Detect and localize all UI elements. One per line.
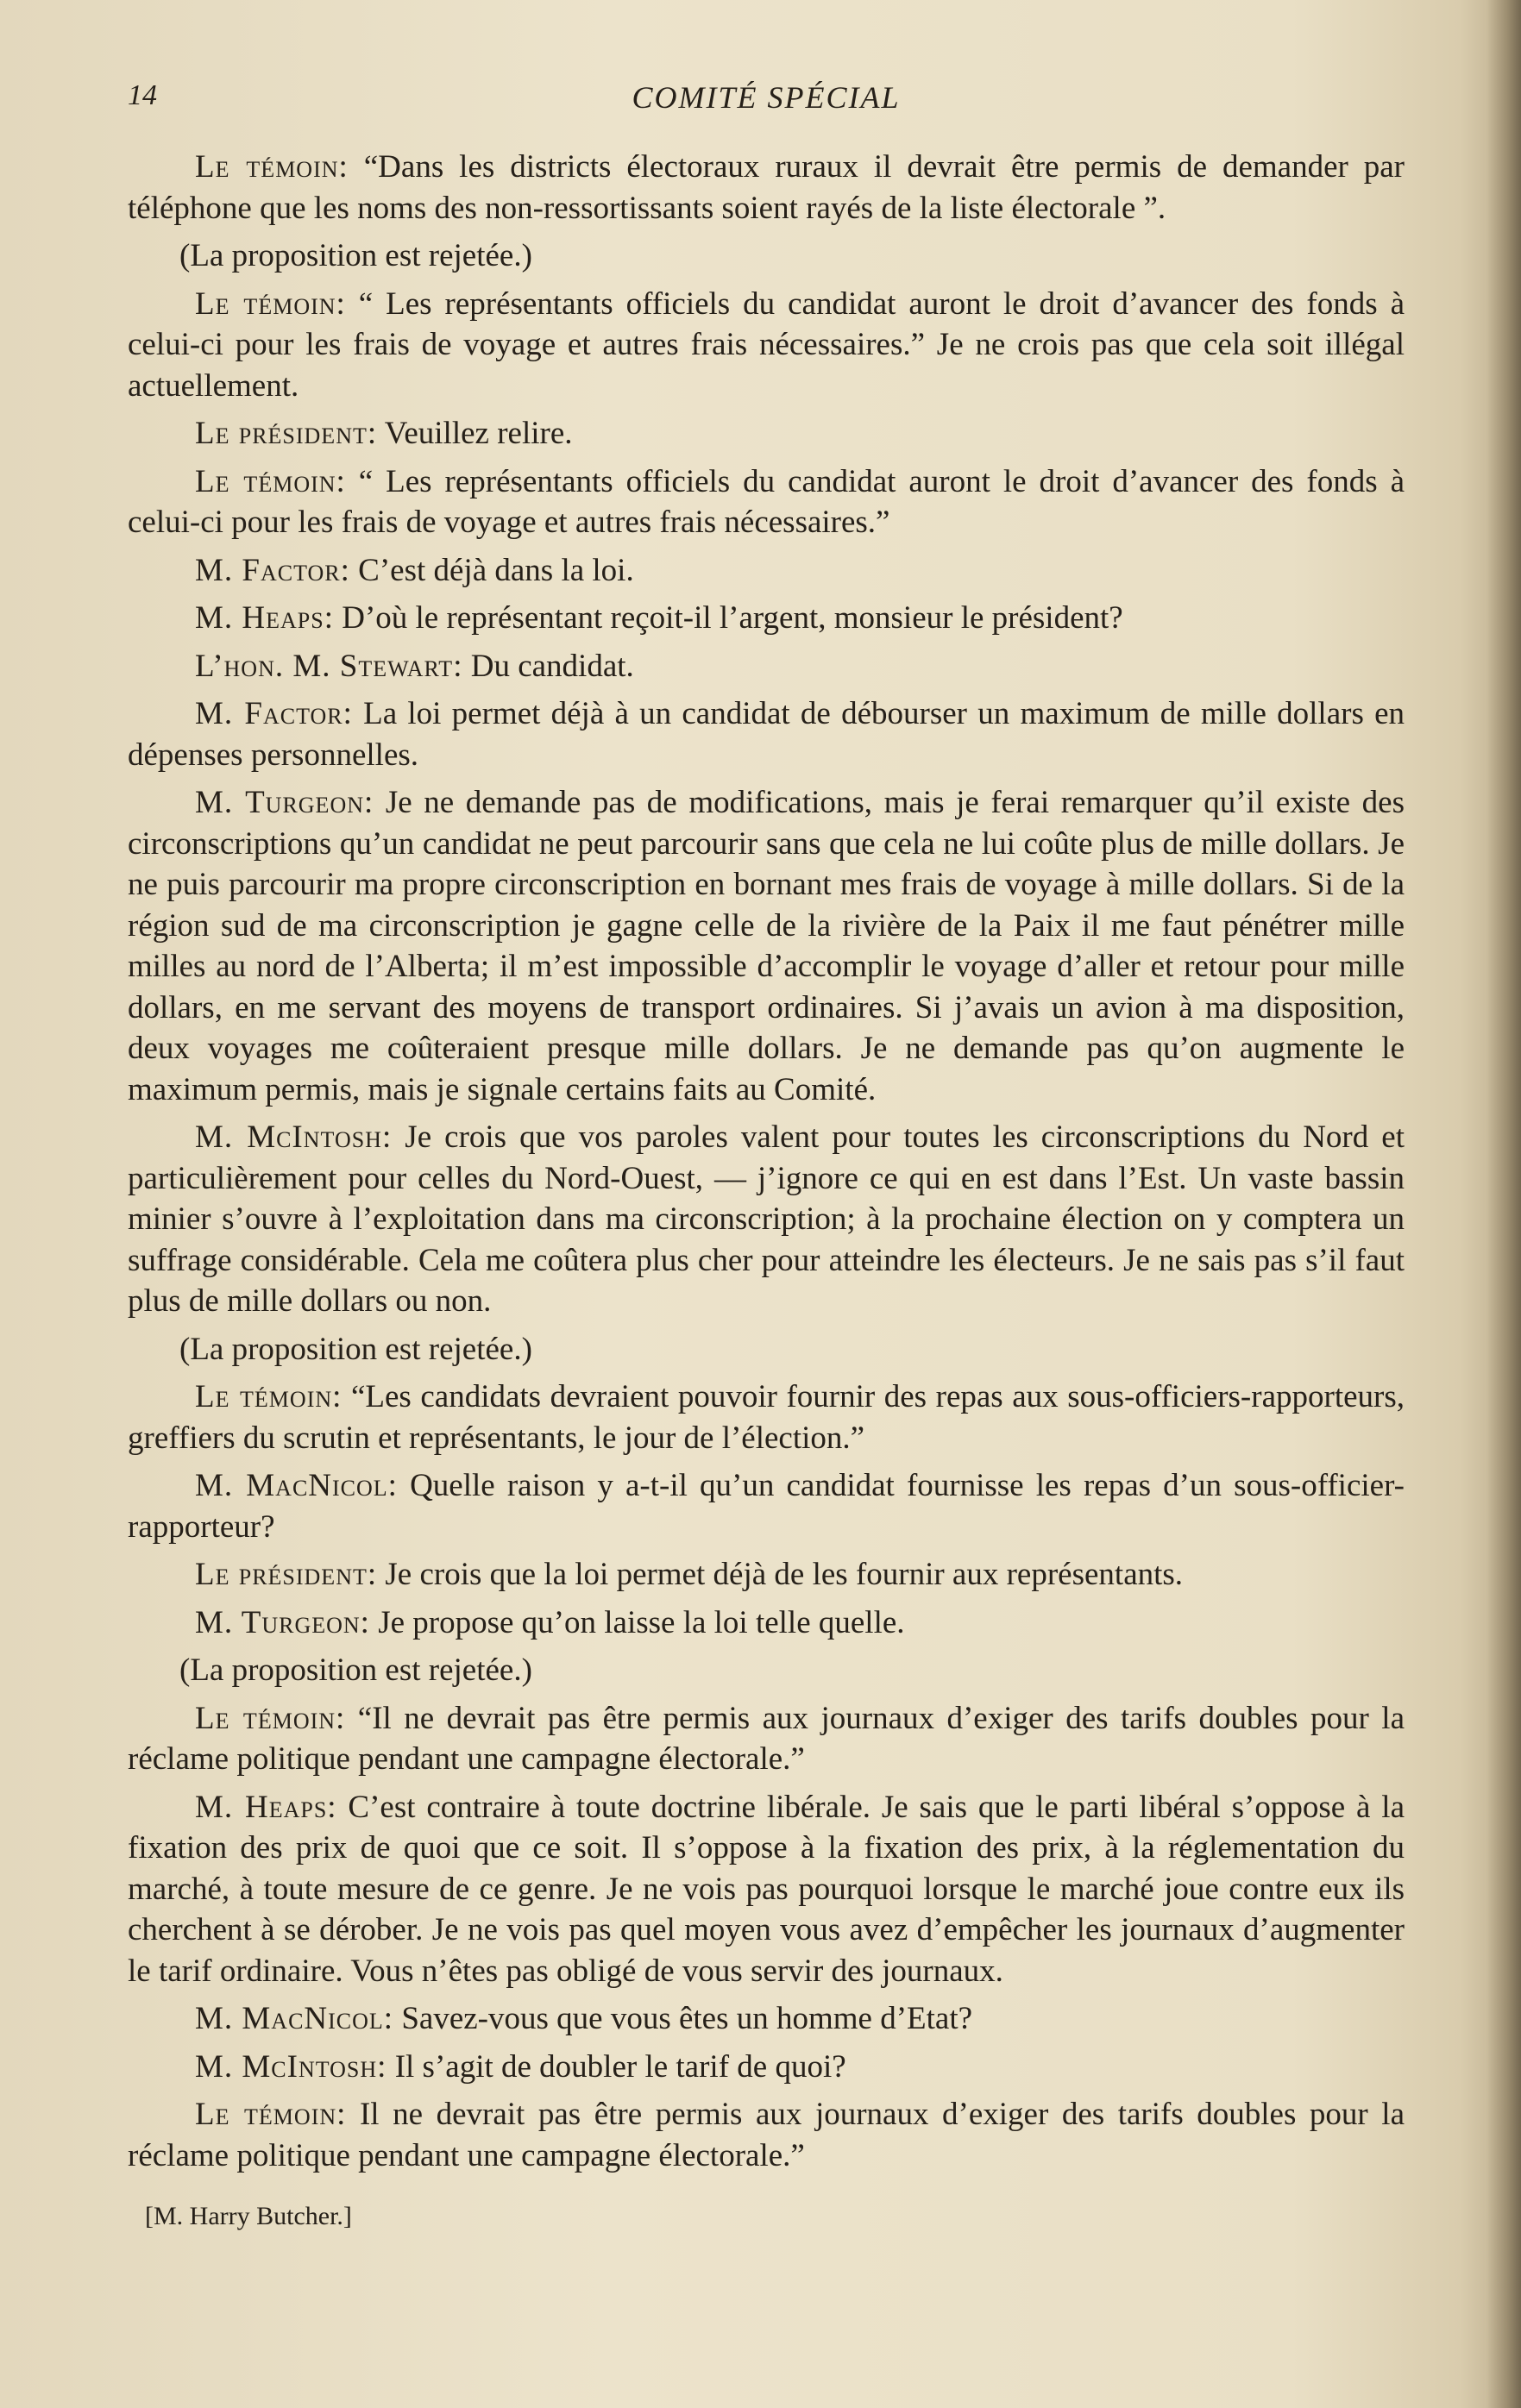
transcript-paragraph <box>128 1376 1405 1458</box>
transcript-paragraph <box>128 284 1405 407</box>
speaker-label: M. Heaps: <box>195 1789 337 1825</box>
paragraph-text: Je crois que la loi permet déjà de les fournir aux représentants. <box>377 1557 1184 1592</box>
transcript-paragraph <box>128 550 1405 592</box>
paragraph-text: Du candidat. <box>462 648 634 684</box>
speaker-label: Le témoin: <box>195 463 346 499</box>
running-title: COMITÉ SPÉCIAL <box>632 80 901 115</box>
transcript-paragraph <box>128 2047 1405 2088</box>
speaker-label: M. McIntosh: <box>195 1119 393 1155</box>
speaker-label: M. MacNicol: <box>195 2001 394 2036</box>
paragraph-text: Il ne devrait pas être permis aux journaux d’exiger des tarifs doubles pour la réclame politique pendant une campagne électorale.” <box>128 2097 1405 2173</box>
paragraph-text: Savez-vous que vous êtes un homme d’Etat? <box>393 2001 973 2036</box>
speaker-label: Le président: <box>195 416 378 451</box>
paragraph-text: C’est déjà dans la loi. <box>349 552 634 588</box>
book-spine-shadow <box>1486 0 1521 2408</box>
transcript-paragraph <box>128 1650 1405 1691</box>
transcript-paragraph <box>128 1117 1405 1322</box>
transcript-paragraph <box>128 598 1405 639</box>
paragraph-text: (La proposition est rejetée.) <box>179 238 532 273</box>
footer-witness-name: [M. Harry Butcher.] <box>145 2202 352 2230</box>
transcript-paragraph <box>128 1787 1405 1992</box>
transcript-paragraph <box>128 1698 1405 1780</box>
page-header <box>128 79 1405 131</box>
speaker-label: M. Factor: <box>195 552 350 588</box>
speaker-label: M. MacNicol: <box>195 1468 398 1503</box>
speaker-label: Le témoin: <box>195 1700 346 1736</box>
speaker-label: M. Turgeon: <box>195 1604 370 1640</box>
paragraph-text: (La proposition est rejetée.) <box>179 1331 532 1367</box>
transcript-paragraph <box>128 1998 1405 2040</box>
page-number: 14 <box>128 79 157 111</box>
speaker-label: Le témoin: <box>195 149 349 185</box>
paragraph-text: Il s’agit de doubler le tarif de quoi? <box>387 2048 846 2085</box>
paragraph-text: La loi permet déjà à un candidat de débourser un maximum de mille dollars en dépenses personnelles. <box>128 696 1405 773</box>
paragraph-text: “ Les représentants officiels du candidat auront le droit d’avancer des fonds à celui-ci pour les frais de voyage et autres frais nécessaires.” <box>128 463 1405 540</box>
speaker-label: L’hon. M. Stewart: <box>195 648 463 684</box>
paragraph-text: Veuillez relire. <box>377 416 573 451</box>
transcript-paragraph <box>128 646 1405 687</box>
transcript-paragraph <box>128 1465 1405 1547</box>
speaker-label: M. Turgeon: <box>195 785 374 820</box>
paragraph-text: “ Les représentants officiels du candidat auront le droit d’avancer des fonds à celui-ci pour les frais de voyage et autres frais nécessaires.” Je ne crois pas que cela soit illégal actuellement. <box>128 285 1405 404</box>
transcript-paragraph <box>128 693 1405 775</box>
paragraph-text: “Les candidats devraient pouvoir fournir des repas aux sous-officiers-rapporteurs, greffiers du scrutin et représentants, le jour de l’élection.” <box>128 1379 1405 1456</box>
speaker-label: M. McIntosh: <box>195 2048 387 2085</box>
transcript-body <box>128 147 1405 2183</box>
paragraph-text: Je propose qu’on laisse la loi telle quelle. <box>369 1604 905 1640</box>
paragraph-text: Je ne demande pas de modifications, mais je ferai remarquer qu’il existe des circonscriptions qu’un candidat ne peut parcourir sans que cela ne lui coûte plus de mille dollars. Je ne puis parcourir ma propre circonscription en bornant mes frais de voyage à mille dollars. Si de la région sud de ma circonscription je gagne celle de la rivière de la Paix il me faut pénétrer mille milles au nord de l’Alberta; il m’est impossible d’accomplir le voyage d’aller et retour pour mille dollars, en me servant des moyens de transport ordinaires. Si j’avais un avion à ma disposition, deux voyages me coûteraient presque mille dollars. Je ne demande pas qu’on augmente le maximum permis, mais je signale certains faits au Comité. <box>128 785 1405 1107</box>
transcript-paragraph <box>128 413 1405 455</box>
transcript-paragraph <box>128 2094 1405 2176</box>
paragraph-text: “Dans les districts électoraux ruraux il devrait être permis de demander par téléphone que les noms des non-ressortissants soient rayés de la liste électorale ”. <box>128 149 1405 226</box>
transcript-paragraph <box>128 1329 1405 1370</box>
transcript-paragraph <box>128 235 1405 277</box>
paragraph-text: C’est contraire à toute doctrine libérale. Je sais que le parti libéral s’oppose à la fixation des prix de quoi que ce soit. Il s’oppose à la fixation des prix, à la réglementation du marché, à toute mesure de ce genre. Je ne vois pas pourquoi lorsque le marché joue contre eux ils cherchent à se dérober. Je ne vois pas quel moyen vous avez d’empêcher les journaux d’augmenter le tarif ordinaire. Vous n’êtes pas obligé de vous servir des journaux. <box>128 1789 1405 1989</box>
paragraph-text: Quelle raison y a-t-il qu’un candidat fournisse les repas d’un sous-officier-rapporteur? <box>128 1468 1405 1545</box>
speaker-label: M. Factor: <box>195 696 353 731</box>
paragraph-text: Je crois que vos paroles valent pour toutes les circonscriptions du Nord et particulièrement pour celles du Nord-Ouest, — j’ignore ce qui en est dans l’Est. Un vaste bassin minier s’ouvre à l’exploitation dans ma circonscription; à la prochaine élection on y comptera un suffrage considérable. Cela me coûtera plus cher pour atteindre les électeurs. Je ne sais pas s’il faut plus de mille dollars ou non. <box>128 1119 1405 1319</box>
transcript-paragraph <box>128 1554 1405 1596</box>
transcript-paragraph <box>128 1602 1405 1644</box>
transcript-paragraph <box>128 147 1405 229</box>
speaker-label: Le témoin: <box>195 2097 347 2132</box>
transcript-paragraph <box>128 461 1405 543</box>
paragraph-text: “Il ne devrait pas être permis aux journaux d’exiger des tarifs doubles pour la réclame politique pendant une campagne électorale.” <box>128 1700 1405 1777</box>
speaker-label: Le témoin: <box>195 1379 343 1414</box>
speaker-label: Le témoin: <box>195 285 346 322</box>
paragraph-text: (La proposition est rejetée.) <box>179 1652 532 1688</box>
speaker-label: M. Heaps: <box>195 600 334 636</box>
transcript-paragraph <box>128 782 1405 1110</box>
speaker-label: Le président: <box>195 1557 378 1592</box>
paragraph-text: D’où le représentant reçoit-il l’argent, monsieur le président? <box>333 600 1123 636</box>
